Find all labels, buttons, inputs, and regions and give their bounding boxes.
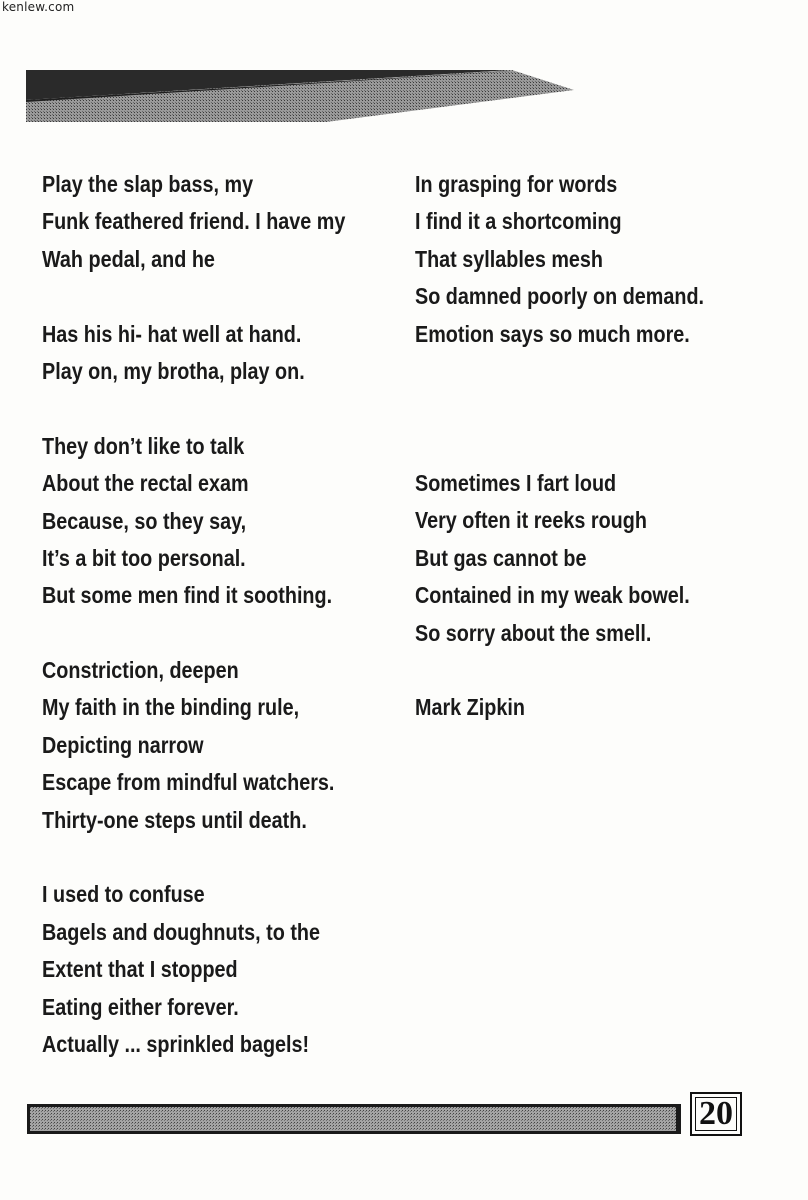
poem-line: Because, so they say, xyxy=(42,507,247,534)
poem-column-right xyxy=(415,166,704,727)
poem-line: Actually ... sprinkled bagels! xyxy=(42,1030,310,1057)
poem-line: Thirty-one steps until death. xyxy=(42,806,307,833)
poem-line: Depicting narrow xyxy=(42,731,204,758)
poem-line: They don’t like to talk xyxy=(42,432,245,459)
poem-line: I find it a shortcoming xyxy=(415,208,622,235)
page-number-box xyxy=(690,1092,742,1136)
poem-line: Constriction, deepen xyxy=(42,657,239,684)
poem-stanza xyxy=(42,316,345,391)
poem-line: Eating either forever. xyxy=(42,993,239,1020)
poem-line: My faith in the binding rule, xyxy=(42,694,300,721)
poem-stanza xyxy=(42,166,345,278)
poem-line: Bagels and doughnuts, to the xyxy=(42,918,321,945)
footer-decoration xyxy=(27,1104,681,1134)
poem-line: Play the slap bass, my xyxy=(42,171,254,197)
poem-line: Sometimes I fart loud xyxy=(415,469,617,496)
poem-line: That syllables mesh xyxy=(415,245,603,272)
author-name: Mark Zipkin xyxy=(415,694,525,721)
poem-stanza xyxy=(42,652,345,839)
poem-line: Wah pedal, and he xyxy=(42,245,215,272)
poem-line: Play on, my brotha, play on. xyxy=(42,357,305,384)
poem-line: It’s a bit too personal. xyxy=(42,544,246,571)
poem-stanza xyxy=(415,465,704,652)
poem-line: So damned poorly on demand. xyxy=(415,283,705,310)
poem-line: About the rectal exam xyxy=(42,470,249,497)
poem-line: In grasping for words xyxy=(415,171,618,197)
poem-line: But some men find it soothing. xyxy=(42,582,333,609)
watermark: kenlew.com xyxy=(2,0,75,14)
poem-line: Extent that I stopped xyxy=(42,956,238,983)
poem-line: Emotion says so much more. xyxy=(415,320,690,347)
page-number: 20 xyxy=(699,1095,733,1132)
poem-line: Funk feathered friend. I have my xyxy=(42,208,346,235)
poem-line: I used to confuse xyxy=(42,881,205,908)
poem-line: Very often it reeks rough xyxy=(415,507,647,534)
poem-stanza xyxy=(42,876,345,1063)
poem-line: Has his hi- hat well at hand. xyxy=(42,320,302,347)
poem-stanza xyxy=(415,166,704,353)
poem-stanza xyxy=(42,428,345,615)
poem-line: Escape from mindful watchers. xyxy=(42,769,335,796)
poem-line: But gas cannot be xyxy=(415,544,587,571)
poem-line: So sorry about the smell. xyxy=(415,619,652,646)
poem-column-left xyxy=(42,166,345,1063)
poem-line: Contained in my weak bowel. xyxy=(415,582,690,609)
header-decoration xyxy=(26,70,586,122)
